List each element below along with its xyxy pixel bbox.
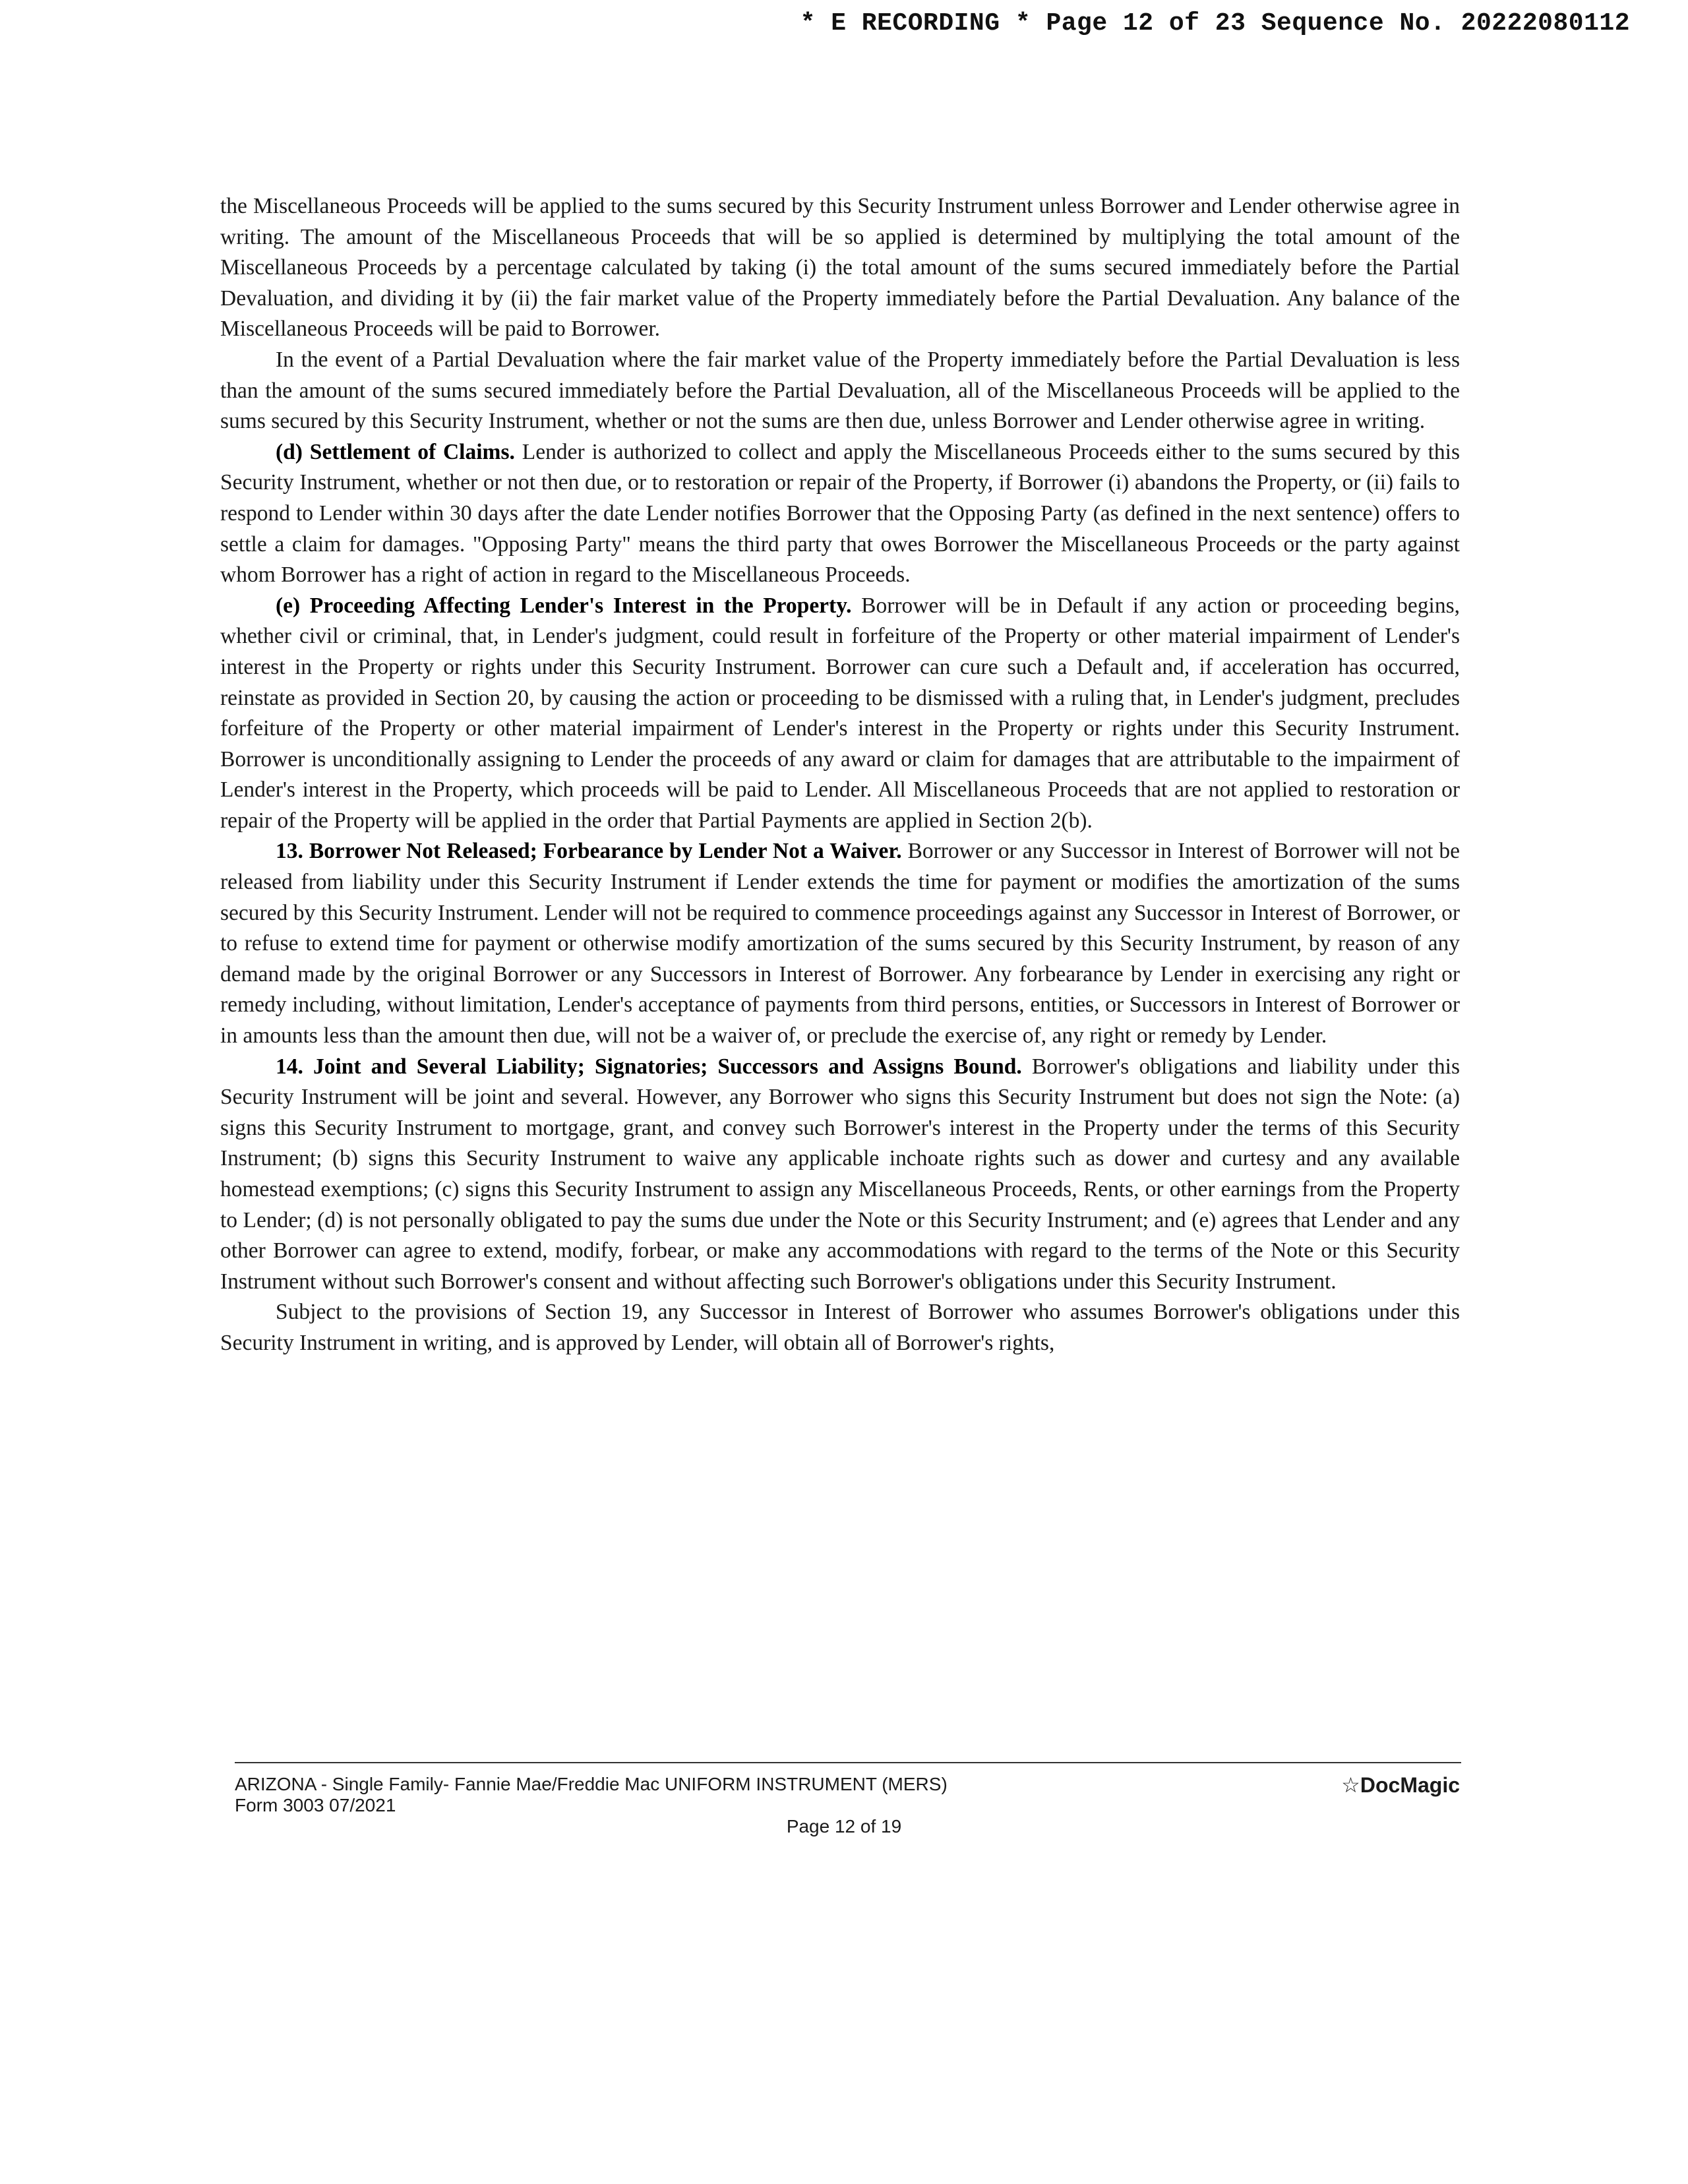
docmagic-brand: DocMagic [1360,1773,1460,1797]
section-14-joint-liability [220,1052,1460,1298]
section-e-text: Borrower will be in Default if any action or proceeding begins, whether civil or criminal, that, in Lender's judgment, could result in forfeiture of the Property or other material impairment of Lender's interest in the Property or rights under this Security Instrument. Borrower can cure such a Default and, if acceleration has occurred, reinstate as provided in Section 20, by causing the action or proceeding to be dismissed with a ruling that, in Lender's judgment, precludes forfeiture of the Property or other material impairment of Lender's interest in the Property or rights under this Security Instrument. Borrower is unconditionally assigning to Lender the proceeds of any award or claim for damages that are attributable to the impairment of Lender's interest in the Property, which proceeds will be paid to Lender. All Miscellaneous Proceeds that are not applied to restoration or repair of the Property will be applied in the order that Partial Payments are applied in Section 2(b). [220,593,1460,833]
section-d-settlement-of-claims [220,437,1460,591]
section-d-heading: (d) Settlement of Claims. [276,439,515,464]
section-14-text: Borrower's obligations and liability under this Security Instrument will be joint and several. However, any Borrower who signs this Security Instrument but does not sign the Note: (a) signs this Security Instrument to mortgage, grant, and convey such Borrower's interest in the Property under the terms of this Security Instrument; (b) signs this Security Instrument to waive any applicable inchoate rights such as dower and curtesy and any available homestead exemptions; (c) signs this Security Instrument to assign any Miscellaneous Proceeds, Rents, or other earnings from the Property to Lender; (d) is not personally obligated to pay the sums due under the Note or this Security Instrument; and (e) agrees that Lender and any other Borrower can agree to extend, modify, forbear, or make any accommodations with regard to the terms of the Note or this Security Instrument without such Borrower's consent and without affecting such Borrower's obligations under this Security Instrument. [220,1054,1460,1294]
page-number: Page 12 of 19 [786,1816,902,1836]
recording-stamp: * E RECORDING * Page 12 of 23 Sequence No. 20222080112 [800,9,1630,38]
section-14-heading: 14. Joint and Several Liability; Signatories; Successors and Assigns Bound. [276,1054,1022,1079]
footer-form-number: Form 3003 07/2021 [235,1795,396,1815]
section-e-proceeding [220,591,1460,837]
paragraph-continuation: the Miscellaneous Proceeds will be applied to the sums secured by this Security Instrument unless Borrower and Lender otherwise agree in writing. The amount of the Miscellaneous Proceeds that will be so applied is determined by multiplying the total amount of the Miscellaneous Proceeds by a percentage calculated by taking (i) the total amount of the sums secured immediately before the Partial Devaluation, and dividing it by (ii) the fair market value of the Property immediately before the Partial Devaluation. Any balance of the Miscellaneous Proceeds will be paid to Borrower. [220,194,1460,342]
footer-form-title: ARIZONA - Single Family- Fannie Mae/Freddie Mac UNIFORM INSTRUMENT (MERS) [235,1774,948,1794]
star-icon: ☆ [1341,1773,1360,1797]
section-13-borrower-not-released [220,836,1460,1051]
section-d-text: Lender is authorized to collect and apply the Miscellaneous Proceeds either to the sums secured by this Security Instrument, whether or not then due, or to restoration or repair of the Property, if Borrower (i) abandons the Property, or (ii) fails to respond to Lender within 30 days after the date Lender notifies Borrower that the Opposing Party (as defined in the next sentence) offers to settle a claim for damages. "Opposing Party" means the third party that owes Borrower the Miscellaneous Proceeds or the party against whom Borrower has a right of action in regard to the Miscellaneous Proceeds. [220,439,1460,588]
docmagic-logo [1341,1773,1460,1798]
section-13-heading: 13. Borrower Not Released; Forbearance by Lender Not a Waiver. [276,839,902,864]
document-body [220,191,1460,1359]
section-e-heading: (e) Proceeding Affecting Lender's Interest in the Property. [276,593,852,618]
footer-form-info [235,1774,948,1816]
section-13-text: Borrower or any Successor in Interest of Borrower will not be released from liability under this Security Instrument if Lender extends the time for payment or modifies the amortization of the sums secured by this Security Instrument. Lender will not be required to commence proceedings against any Successor in Interest of Borrower, or to refuse to extend time for payment or otherwise modify amortization of the sums secured by this Security Instrument, by reason of any demand made by the original Borrower or any Successors in Interest of Borrower. Any forbearance by Lender in exercising any right or remedy including, without limitation, Lender's acceptance of payments from third persons, entities, or Successors in Interest of Borrower or in amounts less than the amount then due, will not be a waiver of, or preclude the exercise of, any right or remedy by Lender. [220,839,1460,1048]
paragraph-successor: Subject to the provisions of Section 19, any Successor in Interest of Borrower who assumes Borrower's obligations under this Security Instrument in writing, and is approved by Lender, will obtain all of Borrower's rights, [220,1300,1460,1355]
paragraph-partial-devaluation: In the event of a Partial Devaluation where the fair market value of the Property immediately before the Partial Devaluation is less than the amount of the sums secured immediately before the Partial Devaluation, all of the Miscellaneous Proceeds will be applied to the sums secured by this Security Instrument, whether or not the sums are then due, unless Borrower and Lender otherwise agree in writing. [220,347,1460,434]
footer-divider [235,1762,1461,1763]
